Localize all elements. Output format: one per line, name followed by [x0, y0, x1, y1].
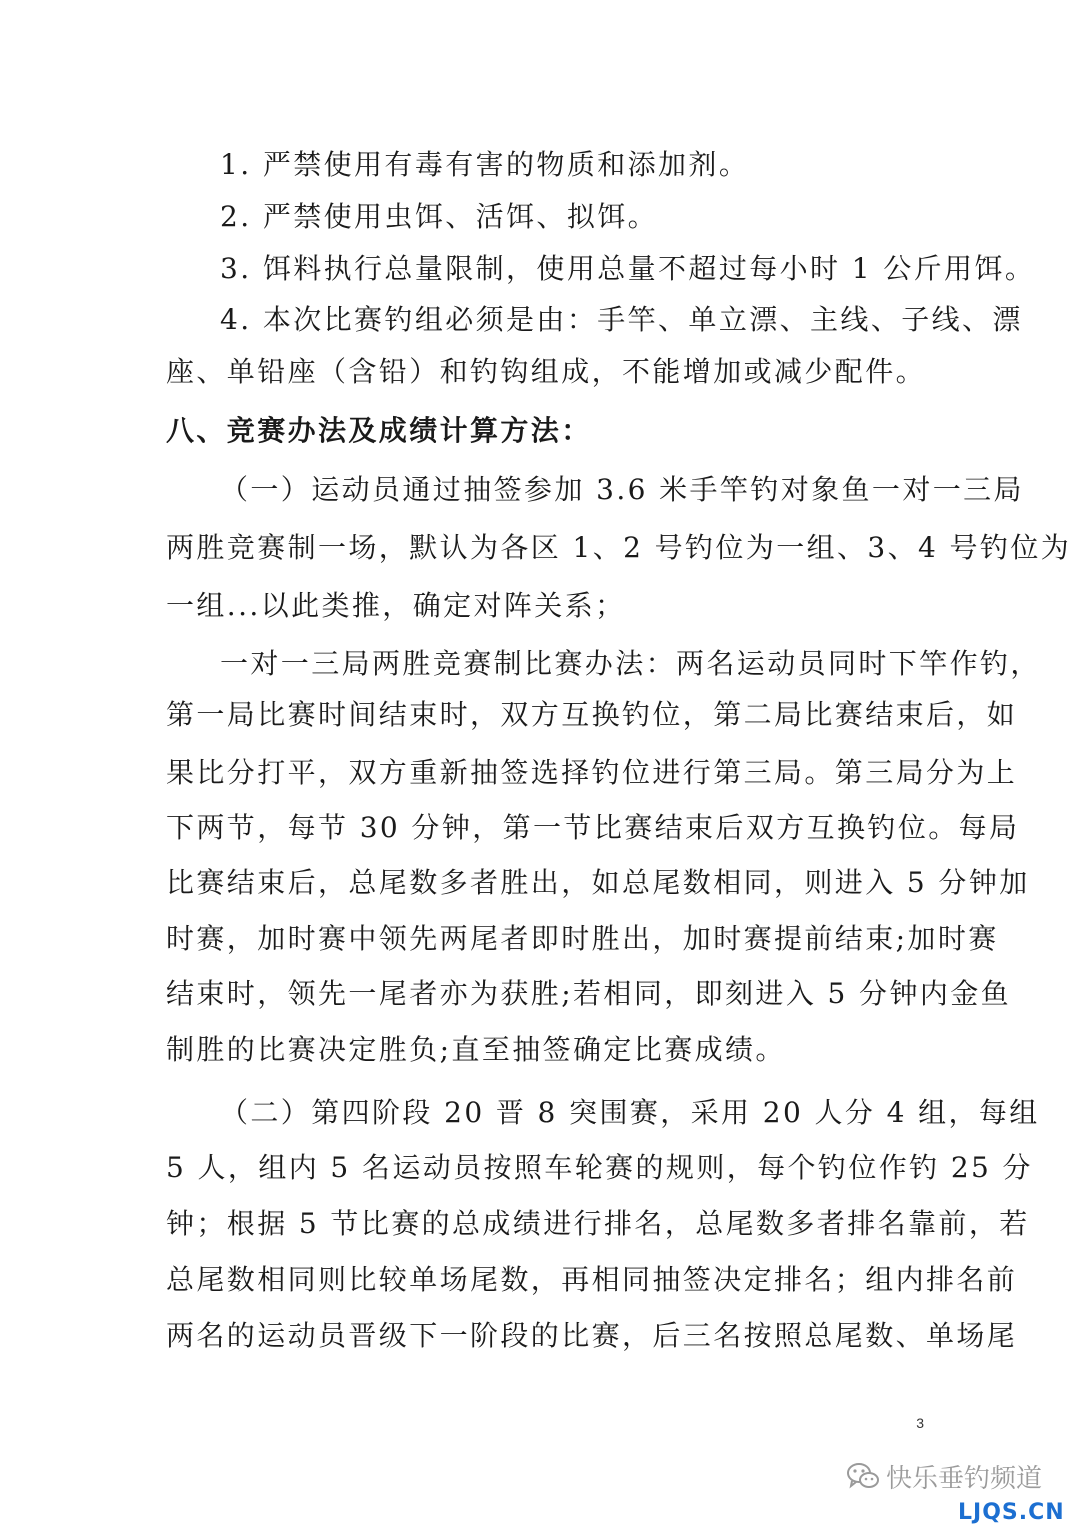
rule-item-2: 2. 严禁使用虫饵、活饵、拟饵。	[220, 200, 659, 233]
rule-item-1: 1. 严禁使用有毒有害的物质和添加剂。	[220, 148, 750, 181]
paragraph-2-line-8: 制胜的比赛决定胜负;直至抽签确定比赛成绩。	[166, 1033, 786, 1066]
wechat-watermark	[846, 1458, 1042, 1494]
paragraph-2-line-5: 比赛结束后，总尾数多者胜出，如总尾数相同，则进入 5 分钟加	[166, 866, 1030, 899]
site-logo: LJQS.CN	[958, 1500, 1065, 1525]
paragraph-3-line-5: 两名的运动员晋级下一阶段的比赛，后三名按照总尾数、单场尾	[166, 1319, 1018, 1352]
page-number: 3	[916, 1415, 924, 1431]
paragraph-3-line-1: （二）第四阶段 20 晋 8 突围赛，采用 20 人分 4 组，每组	[220, 1096, 1040, 1129]
paragraph-3-line-3: 钟；根据 5 节比赛的总成绩进行排名，总尾数多者排名靠前，若	[166, 1207, 1030, 1240]
paragraph-3-line-4: 总尾数相同则比较单场尾数，再相同抽签决定排名；组内排名前	[166, 1263, 1018, 1296]
paragraph-3-line-2: 5 人，组内 5 名运动员按照车轮赛的规则，每个钓位作钓 25 分	[166, 1151, 1033, 1184]
watermark-text: 快乐垂钓频道	[886, 1463, 1043, 1494]
paragraph-1-line-1: （一）运动员通过抽签参加 3.6 米手竿钓对象鱼一对一三局	[220, 473, 1024, 506]
paragraph-2-line-6: 时赛，加时赛中领先两尾者即时胜出，加时赛提前结束;加时赛	[166, 922, 999, 955]
rule-item-3: 3. 饵料执行总量限制，使用总量不超过每小时 1 公斤用饵。	[220, 252, 1036, 285]
paragraph-2-line-3: 果比分打平，双方重新抽签选择钓位进行第三局。第三局分为上	[166, 756, 1018, 789]
paragraph-2-line-1: 一对一三局两胜竞赛制比赛办法：两名运动员同时下竿作钓，	[220, 647, 1041, 680]
wechat-icon	[846, 1461, 880, 1491]
paragraph-1-line-3: 一组...以此类推，确定对阵关系；	[166, 589, 626, 622]
paragraph-1-line-2: 两胜竞赛制一场，默认为各区 1、2 号钓位为一组、3、4 号钓位为	[166, 531, 1072, 564]
paragraph-2-line-4: 下两节，每节 30 分钟，第一节比赛结束后双方互换钓位。每局	[166, 811, 1020, 844]
paragraph-2-line-7: 结束时，领先一尾者亦为获胜;若相同，即刻进入 5 分钟内金鱼	[166, 977, 1012, 1010]
rule-item-4-line-2: 座、单铅座（含铅）和钓钩组成，不能增加或减少配件。	[166, 355, 927, 388]
rule-item-4-line-1: 4. 本次比赛钓组必须是由：手竿、单立漂、主线、子线、漂	[220, 303, 1023, 336]
section-heading: 八、竞赛办法及成绩计算方法：	[166, 414, 592, 447]
paragraph-2-line-2: 第一局比赛时间结束时，双方互换钓位，第二局比赛结束后，如	[166, 698, 1018, 731]
